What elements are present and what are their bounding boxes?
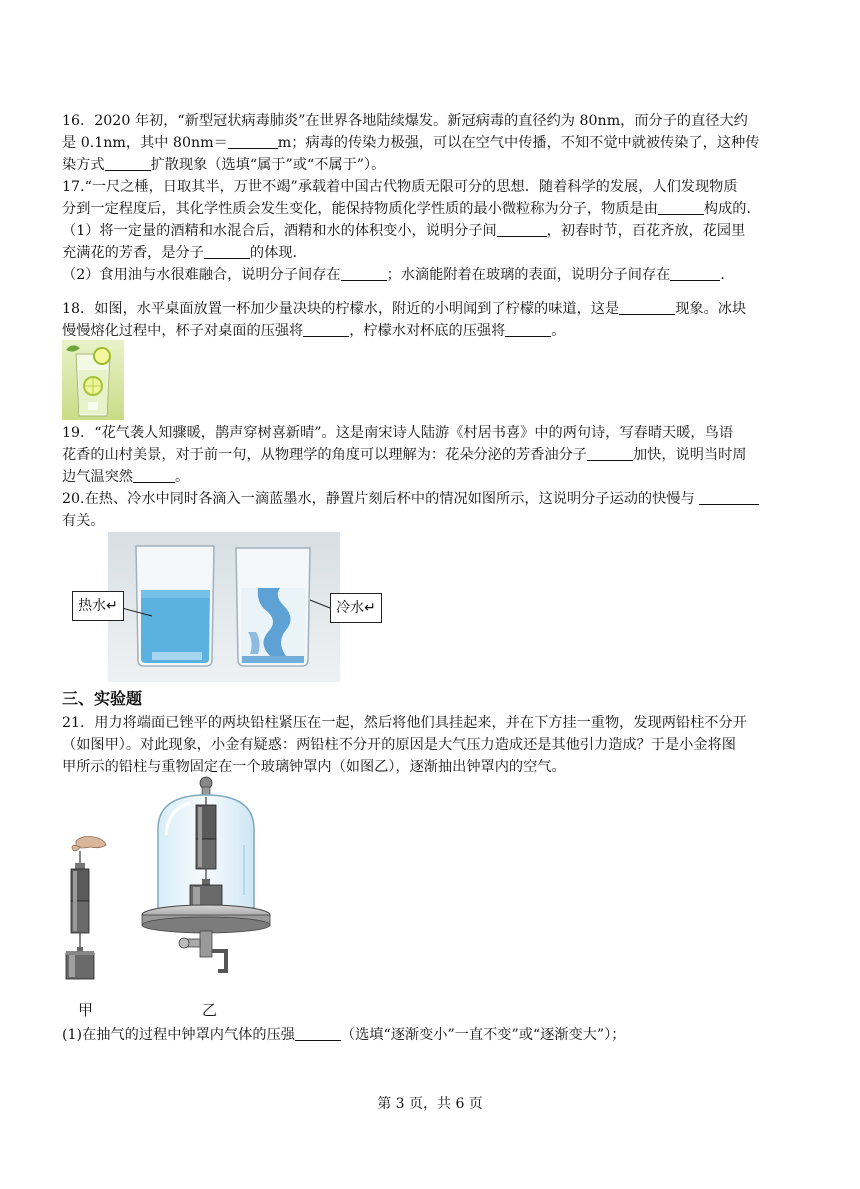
q17-text-4b: 的体现． (249, 245, 307, 261)
answer-blank[interactable] (303, 322, 349, 337)
q19-text-2a: 花香的山村美景，对于前一句，从物理学的角度可以理解为：花朵分泌的芳香油分子 (62, 447, 587, 463)
q17-text-1: 17.“一尺之棰，日取其半，万世不竭”承载着中国古代物质无限可分的思想．随着科学的发展，人们发现物质 (62, 179, 738, 195)
figure-label-yi: 乙 (202, 1001, 218, 1019)
q20-text-1: 20.在热、冷水中同时各滴入一滴蓝墨水，静置片刻后杯中的情况如图所示，这说明分子运动的快慢与 (62, 491, 695, 507)
q20-line1 (62, 488, 837, 510)
q16-line1 (62, 110, 837, 132)
bell-jar-figure (140, 775, 280, 985)
figure-label-jia: 甲 (78, 1001, 94, 1019)
q17-text-2b: 构成的． (703, 201, 761, 217)
q21-text-2: （如图甲）。对此现象，小金有疑惑：两铅柱不分开的原因是大气压力造成还是其他引力造成？于是小金将图 (62, 737, 736, 753)
answer-blank[interactable] (505, 322, 551, 337)
section-heading: 三、实验题 (62, 689, 143, 708)
q18-text-2a: 慢慢熔化过程中，杯子对桌面的压强将 (62, 323, 304, 339)
q16-line3 (62, 154, 837, 176)
answer-blank[interactable] (670, 266, 720, 281)
q19-line1 (62, 422, 837, 444)
page-footer: 第 3 页，共 6 页 (377, 1096, 483, 1112)
q16-text-3b: 扩散现象（选填“属于”或“不属于”）。 (150, 157, 386, 173)
q16-text-3a: 染方式 (62, 157, 105, 173)
q19-line3 (62, 466, 837, 488)
q17-line4 (62, 242, 837, 264)
q19-text-2b: 加快，说明当时周 (632, 447, 747, 463)
q17-text-3a: （1）将一定量的酒精和水混合后，酒精和水的体积变小，说明分子间 (62, 223, 497, 239)
answer-blank[interactable] (105, 156, 151, 171)
q17-text-3b: ，初春时节，百花齐放，花园里 (546, 223, 746, 239)
q20-line2 (62, 510, 837, 532)
answer-blank[interactable] (619, 300, 675, 315)
answer-blank[interactable] (133, 468, 175, 483)
q17-text-2a: 分到一定程度后，其化学性质会发生变化，能保持物质化学性质的最小微粒称为分子，物质是由 (62, 201, 658, 217)
q18-line2 (62, 320, 837, 342)
q17-line2 (62, 198, 837, 220)
answer-blank[interactable] (497, 222, 547, 237)
answer-blank[interactable] (587, 446, 633, 461)
q19-text-1: 19．“花气袭人知骤暖，鹊声穿树喜新晴”。这是南宋诗人陆游《村居书喜》中的两句诗，写春晴天暖，鸟语 (62, 425, 734, 441)
q18-text-2b: ，柠檬水对杯底的压强将 (349, 323, 506, 339)
q16-text-2a: 是 0.1nm，其中 80nm＝ (62, 135, 228, 151)
q21-sub1-text-a: (1)在抽气的过程中钟罩内气体的压强 (62, 1027, 295, 1043)
q16-line2 (62, 132, 837, 154)
q21-text-1: 21．用力将端面已锉平的两块铅柱紧压在一起，然后将他们具挂起来，并在下方挂一重物，发现两铅柱不分开 (62, 715, 747, 731)
q17-line5 (62, 264, 837, 286)
q18-text-2c: 。 (551, 323, 566, 339)
q21-text-3: 甲所示的铅柱与重物固定在一个玻璃钟罩内（如图乙），逐渐抽出钟罩内的空气。 (62, 759, 566, 775)
answer-blank[interactable] (341, 266, 387, 281)
cold-water-label: 冷水↵ (330, 593, 382, 623)
q21-sub1 (62, 1024, 837, 1046)
q21-line1 (62, 712, 837, 734)
q18-text-1b: 现象。冰块 (675, 301, 747, 317)
answer-blank[interactable] (699, 490, 759, 505)
q16-text-1: 16．2020 年初，“新型冠状病毒肺炎”在世界各地陆续爆发。新冠病毒的直径约为 80nm，而分子的直径大约 (62, 113, 748, 129)
q17-text-5b: ；水滴能附着在玻璃的表面，说明分子间存在 (386, 267, 671, 283)
answer-blank[interactable] (658, 200, 704, 215)
q17-text-5c: ． (720, 267, 735, 283)
q17-line1 (62, 176, 837, 198)
q17-text-4a: 充满花的芳香，是分子 (62, 245, 204, 261)
q19-line2 (62, 444, 837, 466)
answer-blank[interactable] (228, 134, 278, 149)
q21-sub1-text-b: （选填“逐渐变小”一直不变”或“逐渐变大”）； (340, 1027, 626, 1043)
q19-text-3b: 。 (174, 469, 190, 485)
q19-text-3a: 边气温突然 (62, 469, 133, 485)
lead-cylinder-hanging-figure (60, 835, 110, 985)
answer-blank[interactable] (295, 1026, 341, 1041)
q18-line1 (62, 298, 837, 320)
q16-text-2b: m；病毒的传染力极强，可以在空气中传播，不知不觉中就被传染了，这种传 (277, 135, 760, 151)
lemon-water-image (62, 340, 124, 420)
q20-text-2: 有关。 (62, 513, 105, 529)
hot-water-label: 热水↵ (72, 591, 124, 621)
q17-text-5a: （2）食用油与水很难融合，说明分子间存在 (62, 267, 341, 283)
q18-text-1a: 18．如图，水平桌面放置一杯加少量决块的柠檬水，附近的小明闻到了柠檬的味道，这是 (62, 301, 620, 317)
answer-blank[interactable] (204, 244, 250, 259)
q17-line3 (62, 220, 837, 242)
q21-line2 (62, 734, 837, 756)
